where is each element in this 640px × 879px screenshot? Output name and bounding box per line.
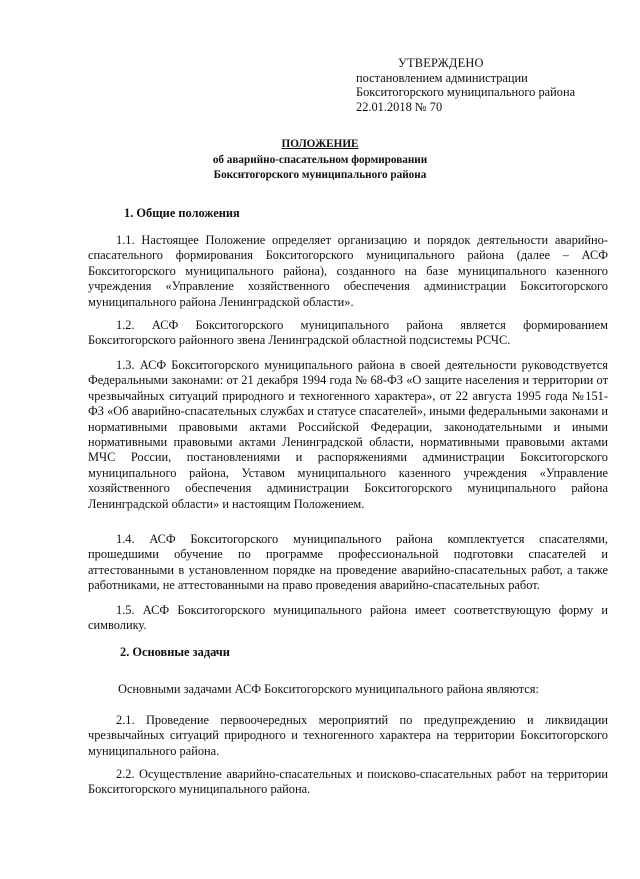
approval-line-2: Бокситогорского муниципального района <box>356 85 576 100</box>
paragraph-1-4: 1.4. АСФ Бокситогорского муниципального района комплектуется спасателями, прошедшими обучение по программе профессиональной подготовки спасателей и аттестованными в установленном порядке на проведение аварийно-спасательных работ, а также работниками, не аттестованными на право проведения аварийно-спасательных работ. <box>88 532 608 593</box>
paragraph-1-3: 1.3. АСФ Бокситогорского муниципального района в своей деятельности руководствуется Федеральными законами: от 21 декабря 1994 года № 68-ФЗ «О защите населения и территории от чрезвычайных ситуаций природного и техногенного характера», от 22 августа 1995 года №151-ФЗ «Об аварийно-спасательных службах и статусе спасателей», иными федеральными законами и нормативными правовыми актами Российской Федерации, законодательными и иными нормативными правовыми актами Ленинградской области, нормативными правовыми актами МЧС России, постановлениями и распоряжениями администрации Бокситогорского муниципального района, Уставом муниципального казенного учреждения «Управление хозяйственного обеспечения администрации Бокситогорского муниципального района Ленинградской области» и настоящим Положением. <box>88 358 608 511</box>
section-heading-2: 2. Основные задачи <box>120 645 230 659</box>
approval-stamp <box>356 56 575 114</box>
document-title <box>60 137 580 184</box>
approval-line-3: 22.01.2018 № 70 <box>356 99 443 114</box>
title-line-3: Бокситогорского муниципального района <box>213 169 427 181</box>
approval-heading: УТВЕРЖДЕНО <box>398 56 484 70</box>
title-main: ПОЛОЖЕНИЕ <box>281 138 359 150</box>
paragraph-1-5: 1.5. АСФ Бокситогорского муниципального района имеет соответствующую форму и символику. <box>88 603 608 633</box>
paragraph-2-1: 2.1. Проведение первоочередных мероприятий по предупреждению и ликвидации чрезвычайных ситуаций природного и техногенного характера на территории Бокситогорского муниципального района. <box>88 713 608 758</box>
section-heading-1: 1. Общие положения <box>124 206 240 220</box>
paragraph-2-2: 2.2. Осуществление аварийно-спасательных и поисково-спасательных работ на территории Бокситогорского муниципального района. <box>88 767 608 797</box>
paragraph-1-1: 1.1. Настоящее Положение определяет организацию и порядок деятельности аварийно-спасательного формирования Бокситогорского муниципального района (далее – АСФ Бокситогорского муниципального района), созданного на базе муниципального казенного учреждения «Управление хозяйственного обеспечения администрации Бокситогорского муниципального района Ленинградской области». <box>88 233 608 309</box>
approval-line-1: постановлением администрации <box>356 70 528 85</box>
paragraph-2-intro: Основными задачами АСФ Бокситогорского муниципального района являются: <box>118 682 539 696</box>
paragraph-1-2: 1.2. АСФ Бокситогорского муниципального района является формированием Бокситогорского районного звена Ленинградской областной подсистемы РСЧС. <box>88 318 608 348</box>
title-line-2: об аварийно-спасательном формировании <box>212 153 428 166</box>
